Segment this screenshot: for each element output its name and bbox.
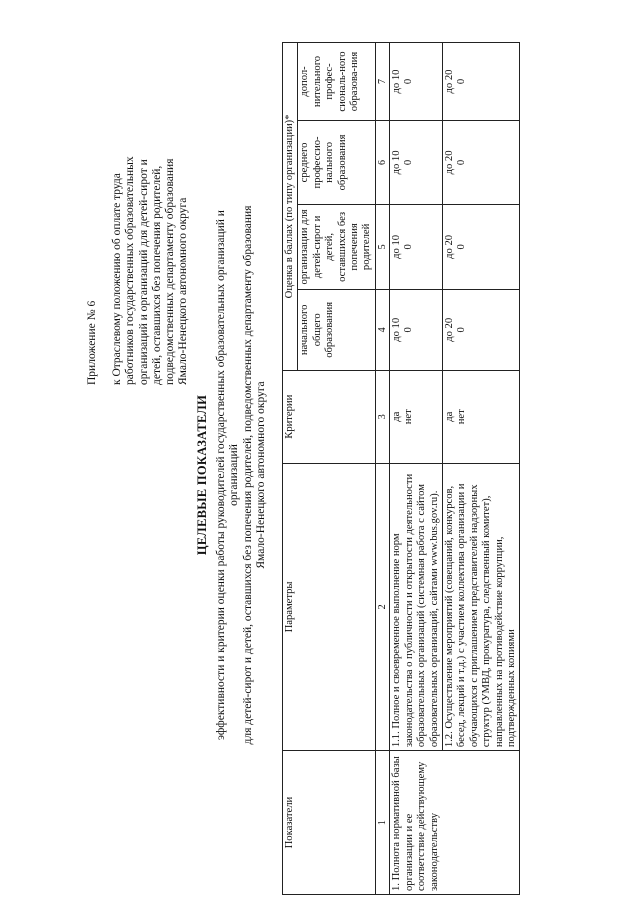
annex-note (86, 55, 190, 385)
header-criteria: Критерии (283, 370, 376, 463)
annex-title: Приложение № 6 (86, 300, 98, 385)
header-row (283, 43, 298, 895)
score-value: 0 (403, 159, 415, 166)
score-cell (443, 289, 520, 370)
column-number: 2 (376, 463, 390, 750)
heading-line: эффективности и критерии оценки работы руководителей государственных образовательных организаций и организаций (214, 210, 240, 740)
score-value: до 20 (444, 69, 456, 94)
column-number: 7 (376, 43, 390, 121)
score-value: до 20 (444, 234, 456, 259)
score-cell (390, 43, 443, 121)
table-row (390, 43, 443, 895)
annex-line: детей, оставшихся без попечения родителей, (150, 165, 163, 385)
score-value: 0 (403, 244, 415, 250)
header-indicators: Показатели (283, 751, 376, 895)
annex-line: подведомственных департаменту образования (164, 158, 177, 385)
annex-line: организаций и организаций для детей-сирот и (137, 159, 150, 385)
criteria-value: нет (456, 409, 468, 425)
header-type-vocational: среднего профессио-нального образования (298, 120, 376, 204)
annex-line: Ямало-Ненецкого автономного округа (177, 197, 190, 385)
heading-line: Ямало-Ненецкого автономного округа (255, 381, 267, 569)
column-number: 6 (376, 120, 390, 204)
score-value: до 10 (391, 234, 403, 259)
annex-line: к Отраслевому положению об оплате труда (111, 173, 124, 385)
score-value: 0 (456, 327, 468, 333)
parameter-cell: 1.1. Полное и своевременное выполнение норм законодательства о публичности и открытости деятельности образовательных организаций (системная работа с сайтом образовательных организаций, сайтами www.bus.gov.ru). (390, 463, 443, 750)
score-value: 0 (403, 78, 415, 85)
criteria-value: да (444, 411, 456, 422)
score-cell (443, 43, 520, 121)
header-parameters: Параметры (283, 463, 376, 750)
score-cell (390, 120, 443, 204)
header-type-primary: начального общего образования (298, 289, 376, 370)
heading-line: для детей-сирот и детей, оставшихся без попечения родителей, подведомственных департаменту образования (241, 205, 254, 745)
document-heading (196, 195, 269, 755)
score-value: 0 (456, 244, 468, 250)
score-value: до 20 (444, 150, 456, 175)
score-value: до 10 (391, 150, 403, 175)
indicator-cell: 1. Полнота нормативной базы организации и ее соответствие действующему законодательству (390, 751, 520, 895)
column-number: 1 (376, 751, 390, 895)
column-numbers-row (376, 43, 390, 895)
score-value: 0 (456, 159, 468, 166)
score-cell (443, 204, 520, 289)
indicators-table (282, 42, 520, 895)
criteria-cell (443, 370, 520, 463)
column-number: 5 (376, 204, 390, 289)
column-number: 4 (376, 289, 390, 370)
criteria-value: да (391, 411, 403, 422)
criteria-cell (390, 370, 443, 463)
score-cell (443, 120, 520, 204)
header-score-group: Оценка в баллах (по типу организации)* (283, 43, 298, 371)
parameter-cell: 1.2. Осуществление мероприятий (совещаний, конкурсов, бесед, лекций и т.д.) с участием коллектива организации и обучающихся с приглашением представителей надзорных структур (УМВД, прокуратура, следственный комитет), направленных на противодействие коррупции, подтвержденных копиями (443, 463, 520, 750)
score-value: 0 (456, 78, 468, 85)
score-value: 0 (403, 327, 415, 333)
score-cell (390, 289, 443, 370)
column-number: 3 (376, 370, 390, 463)
score-value: до 20 (444, 317, 456, 342)
header-type-orphans: организации для детей-сирот и детей, оставшихся без попечения родителей (298, 204, 376, 289)
score-cell (390, 204, 443, 289)
document-title: ЦЕЛЕВЫЕ ПОКАЗАТЕЛИ (195, 394, 209, 556)
header-type-additional: допол-нительного профес-сиональ-ного образова-ния (298, 43, 376, 121)
score-value: до 10 (391, 69, 403, 94)
annex-line: работников государственных образовательных (124, 156, 137, 385)
criteria-value: нет (403, 409, 415, 425)
score-value: до 10 (391, 317, 403, 342)
